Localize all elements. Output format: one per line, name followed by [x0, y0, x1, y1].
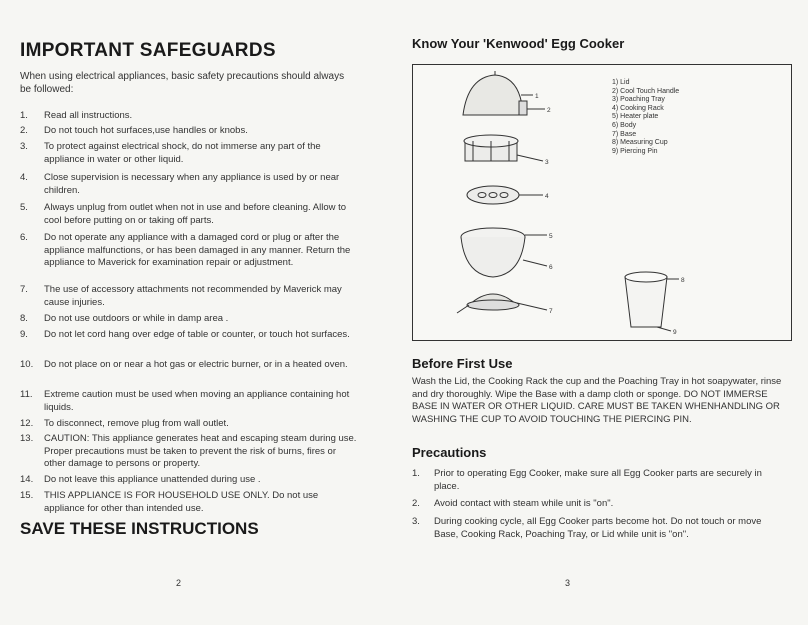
- safeguard-item: 9. Do not let cord hang over edge of table or counter, or touch hot surfaces.: [20, 329, 350, 340]
- measuring-cup-drawing: [625, 277, 667, 327]
- safeguard-item: 2. Do not touch hot surfaces,use handles or knobs.: [20, 125, 248, 136]
- parts-legend: [612, 79, 679, 156]
- lid-drawing: [463, 75, 523, 115]
- precaution-item: 2. Avoid contact with steam while unit is "on".: [412, 498, 614, 509]
- callout-3: 3: [545, 159, 549, 166]
- page-number: 3: [565, 578, 571, 588]
- safeguard-item: 4. Close supervision is necessary when any appliance is used by or near children.: [20, 172, 340, 196]
- egg-cooker-diagram: [412, 64, 792, 341]
- diagram-title: Know Your 'Kenwood' Egg Cooker: [412, 36, 625, 51]
- callout-2: 2: [547, 107, 551, 114]
- legend-item: 4) Cooking Rack: [612, 104, 664, 112]
- save-instructions-heading: SAVE THESE INSTRUCTIONS: [20, 519, 259, 538]
- page-title: IMPORTANT SAFEGUARDS: [20, 40, 276, 61]
- before-first-use-heading: Before First Use: [412, 356, 513, 371]
- safeguard-item: 10. Do not place on or near a hot gas or electric burner, or in a heated oven.: [20, 359, 348, 370]
- callout-4: 4: [545, 193, 549, 200]
- right-page: [404, 0, 808, 625]
- page-number: 2: [176, 578, 182, 588]
- safeguard-item: 8. Do not use outdoors or while in damp area .: [20, 313, 229, 324]
- safeguard-item: 11. Extreme caution must be used when moving an appliance containing hot liquids.: [20, 389, 350, 413]
- callout-9: 9: [673, 329, 677, 336]
- body-drawing: [461, 237, 525, 277]
- callout-6: 6: [549, 264, 553, 271]
- legend-item: 9) Piercing Pin: [612, 147, 658, 155]
- safeguard-item: 14. Do not leave this appliance unattended during use .: [20, 474, 261, 485]
- cooking-rack-drawing: [467, 186, 519, 204]
- safeguard-item: 6. Do not operate any appliance with a damaged cord or plug or after the appliance malfunctions, or has been damaged in any manner. Return the appliance to Maverick for examination repair or adjustment.: [20, 232, 351, 268]
- egg-cooker-exploded-drawing: [413, 65, 791, 340]
- precaution-item: 3. During cooking cycle, all Egg Cooker parts become hot. Do not touch or move Base, Cooking Rack, Poaching Tray, or Lid while unit is "on".: [412, 516, 762, 540]
- precautions-heading: Precautions: [412, 445, 487, 460]
- callout-7: 7: [549, 308, 553, 315]
- safeguard-item: 5. Always unplug from outlet when not in use and before cleaning. Allow to cool before putting on or taking off parts.: [20, 202, 347, 226]
- safeguard-item: 3. To protect against electrical shock, do not immerse any part of the appliance in water or other liquid.: [20, 141, 321, 165]
- precaution-item: 1. Prior to operating Egg Cooker, make sure all Egg Cooker parts are securely in place.: [412, 468, 762, 492]
- safeguard-item: 13. CAUTION: This appliance generates heat and escaping steam during use. Proper precautions must be taken to prevent the risk of burns, fires or other damage to persons or property.: [20, 433, 357, 469]
- callout-1: 1: [535, 93, 539, 100]
- legend-item: 5) Heater plate: [612, 113, 659, 121]
- lid-handle-drawing: [519, 101, 527, 115]
- intro-text: When using electrical appliances, basic safety precautions should always be followed:: [20, 71, 345, 95]
- callout-5: 5: [549, 233, 553, 240]
- legend-item: 6) Body: [612, 121, 637, 129]
- before-first-use-text: Wash the Lid, the Cooking Rack the cup and the Poaching Tray in hot soapywater, rinse and dry thoroughly. Wipe the Base with a damp cloth or sponge. DO NOT IMMERSE BASE IN WATER OR OTHER LIQUID. CARE MUST BE TAKEN WHENHANDLING OR WASHING THE CUP TO AVOID TOUCHING THE PIERCING PIN.: [412, 376, 782, 425]
- legend-item: 1) Lid: [612, 79, 630, 86]
- legend-item: 3) Poaching Tray: [612, 96, 665, 104]
- legend-item: 2) Cool Touch Handle: [612, 87, 680, 95]
- safeguard-item: 7. The use of accessory attachments not recommended by Maverick may cause injuries.: [20, 284, 342, 308]
- safeguard-item: 12. To disconnect, remove plug from wall outlet.: [20, 418, 229, 429]
- legend-item: 7) Base: [612, 130, 637, 138]
- callout-8: 8: [681, 277, 685, 284]
- safeguard-item: 15. THIS APPLIANCE IS FOR HOUSEHOLD USE ONLY. Do not use appliance for other than intended use.: [20, 490, 319, 514]
- safeguard-item: 1. Read all instructions.: [20, 110, 133, 121]
- legend-item: 8) Measuring Cup: [612, 139, 668, 147]
